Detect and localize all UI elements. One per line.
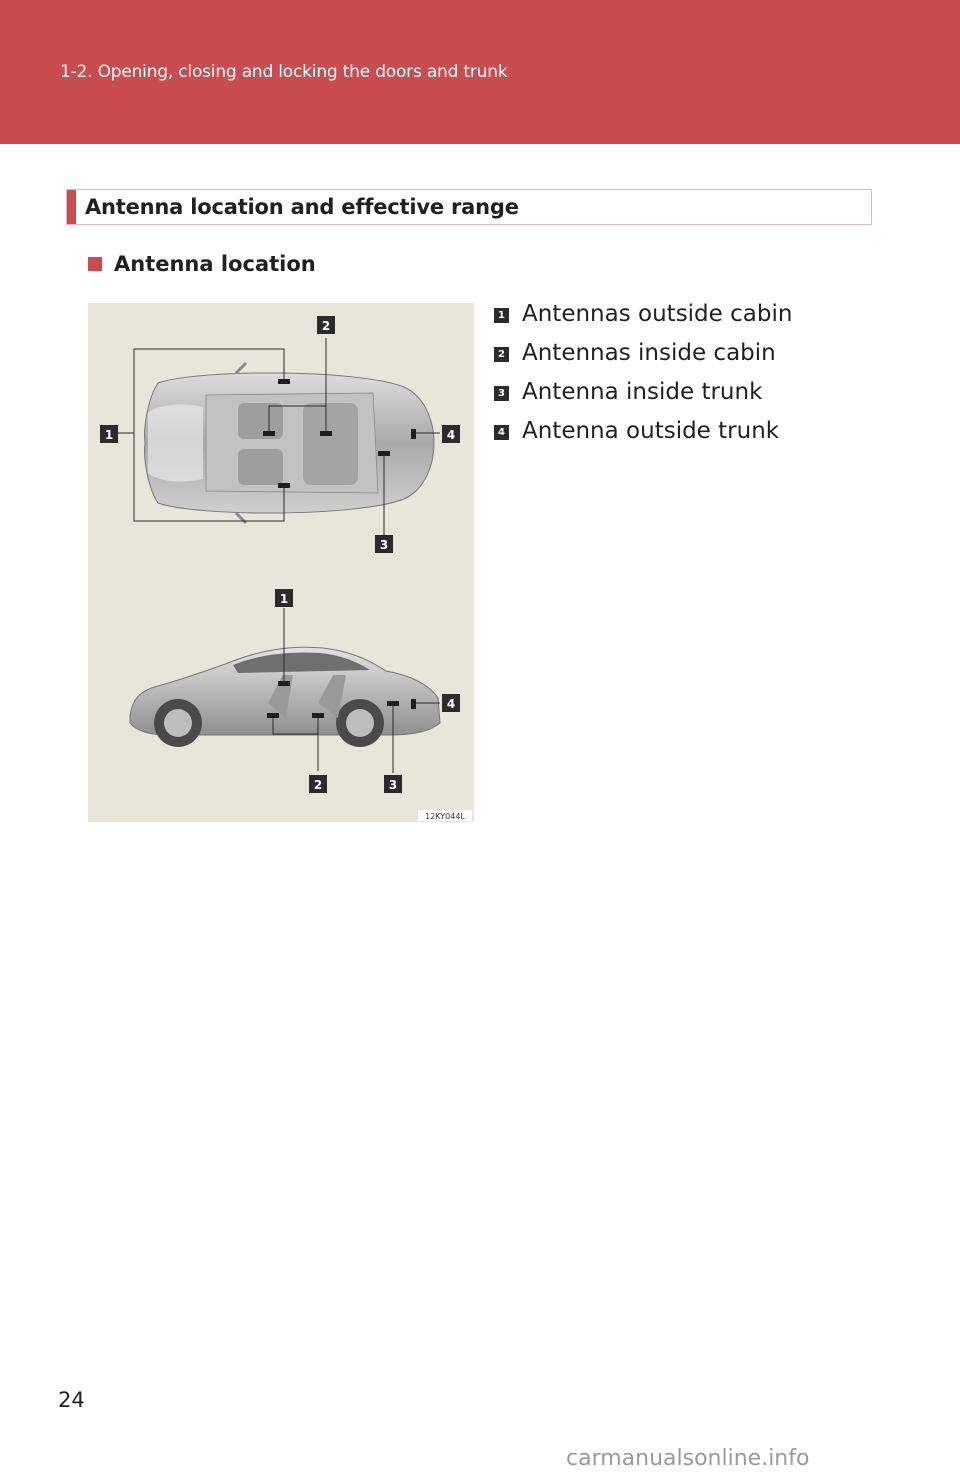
top-callout-1-label: 1 [104, 428, 114, 442]
section-accent [67, 190, 76, 224]
top-callout-3 [375, 535, 393, 553]
side-callout-1-label: 1 [279, 592, 289, 606]
top-callout-4-label: 4 [446, 428, 456, 442]
section-heading-bar [66, 189, 872, 225]
top-callout-1 [100, 425, 118, 443]
header-band [0, 0, 960, 144]
legend-item-2 [494, 333, 792, 372]
legend-item-3 [494, 372, 792, 411]
legend-number-2: 2 [494, 347, 509, 362]
side-callout-4-label: 4 [446, 697, 456, 711]
top-callout-4 [442, 425, 460, 443]
legend-label-4: Antenna outside trunk [522, 417, 780, 444]
side-callout-2-label: 2 [313, 778, 323, 792]
car-diagram-svg [88, 303, 474, 822]
side-callout-4 [442, 694, 460, 712]
antenna-location-figure [88, 303, 474, 822]
legend-item-4 [494, 411, 792, 450]
top-callout-2-label: 2 [321, 319, 331, 333]
legend-number-3: 3 [494, 386, 509, 401]
side-callout-3-label: 3 [388, 778, 398, 792]
antenna-legend [494, 294, 792, 450]
legend-label-2: Antennas inside cabin [522, 339, 776, 366]
side-callout-2 [309, 775, 327, 793]
subsection-title: Antenna location [114, 252, 316, 276]
section-title: Antenna location and effective range [85, 195, 519, 219]
legend-label-3: Antenna inside trunk [522, 378, 763, 405]
side-callout-1 [275, 589, 293, 607]
legend-item-1 [494, 294, 792, 333]
watermark: carmanualsonline.info [566, 1446, 810, 1471]
square-bullet-icon [88, 257, 102, 271]
side-callout-3 [384, 775, 402, 793]
legend-label-1: Antennas outside cabin [522, 300, 793, 327]
page-number: 24 [58, 1388, 85, 1412]
figure-code: 12KY044L [425, 812, 465, 821]
legend-number-1: 1 [494, 308, 509, 323]
breadcrumb: 1-2. Opening, closing and locking the doors and trunk [60, 62, 508, 82]
top-callout-3-label: 3 [379, 538, 389, 552]
legend-number-4: 4 [494, 425, 509, 440]
top-callout-2 [317, 316, 335, 334]
car-top-view [145, 363, 434, 523]
subsection-heading [88, 252, 316, 276]
